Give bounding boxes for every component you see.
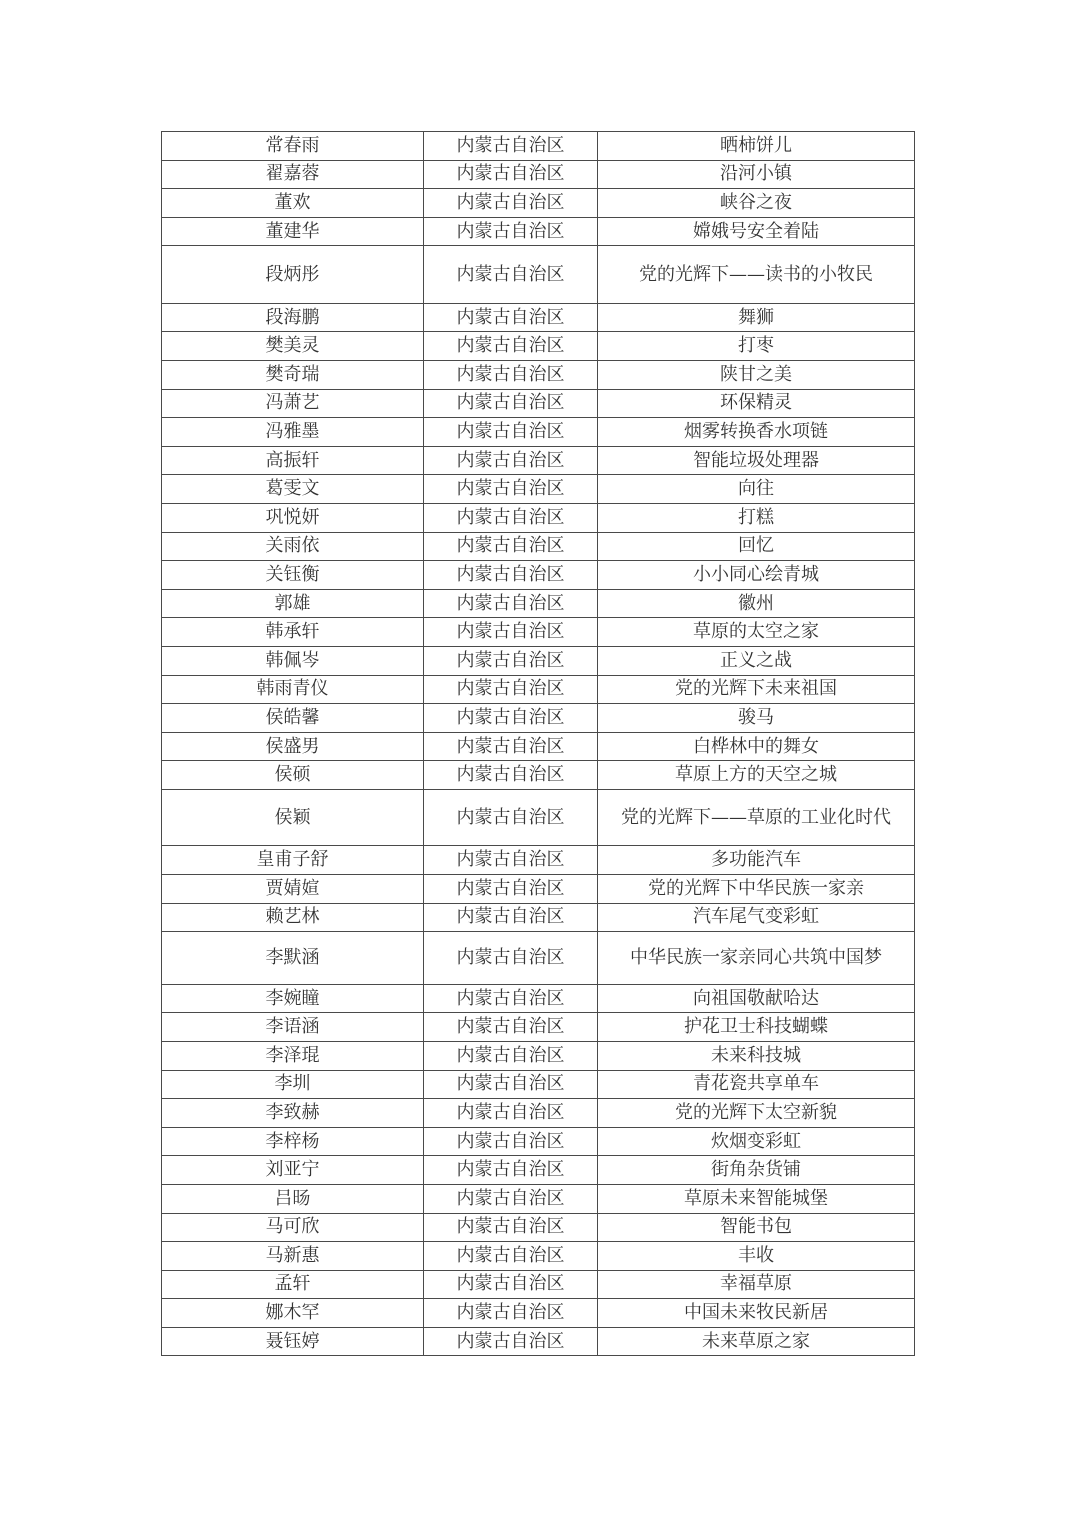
name-cell: 段海鹏: [162, 303, 424, 332]
name-cell: 冯雅墨: [162, 418, 424, 447]
region-cell: 内蒙古自治区: [424, 1013, 598, 1042]
table-row: [162, 1327, 915, 1356]
region-cell: 内蒙古自治区: [424, 1213, 598, 1242]
region-cell: 内蒙古自治区: [424, 1270, 598, 1299]
work-title-cell: 沿河小镇: [598, 160, 915, 189]
table-row: [162, 1242, 915, 1271]
region-cell: 内蒙古自治区: [424, 903, 598, 932]
table-row: [162, 647, 915, 676]
work-title-cell: 炊烟变彩虹: [598, 1127, 915, 1156]
work-title-cell: 峡谷之夜: [598, 189, 915, 218]
table-row: [162, 704, 915, 733]
work-title-cell: 中华民族一家亲同心共筑中国梦: [598, 932, 915, 985]
name-cell: 赖艺林: [162, 903, 424, 932]
name-cell: 巩悦妍: [162, 504, 424, 533]
table-row: [162, 132, 915, 161]
name-cell: 侯皓馨: [162, 704, 424, 733]
work-title-cell: 陕甘之美: [598, 361, 915, 390]
work-title-cell: 街角杂货铺: [598, 1156, 915, 1185]
region-cell: 内蒙古自治区: [424, 846, 598, 875]
table-row: [162, 618, 915, 647]
table-row: [162, 789, 915, 846]
work-title-cell: 晒柿饼儿: [598, 132, 915, 161]
name-cell: 李梓杨: [162, 1127, 424, 1156]
work-title-cell: 骏马: [598, 704, 915, 733]
work-title-cell: 丰收: [598, 1242, 915, 1271]
table-row: [162, 984, 915, 1013]
work-title-cell: 党的光辉下——读书的小牧民: [598, 246, 915, 304]
work-title-cell: 智能书包: [598, 1213, 915, 1242]
region-cell: 内蒙古自治区: [424, 132, 598, 161]
region-cell: 内蒙古自治区: [424, 418, 598, 447]
region-cell: 内蒙古自治区: [424, 932, 598, 985]
work-title-cell: 护花卫士科技蝴蝶: [598, 1013, 915, 1042]
work-title-cell: 回忆: [598, 532, 915, 561]
work-title-cell: 党的光辉下——草原的工业化时代: [598, 789, 915, 846]
name-cell: 翟嘉蓉: [162, 160, 424, 189]
region-cell: 内蒙古自治区: [424, 389, 598, 418]
region-cell: 内蒙古自治区: [424, 1327, 598, 1356]
region-cell: 内蒙古自治区: [424, 761, 598, 790]
roster-body: [162, 132, 915, 1356]
name-cell: 高振轩: [162, 446, 424, 475]
region-cell: 内蒙古自治区: [424, 1242, 598, 1271]
table-row: [162, 1299, 915, 1328]
work-title-cell: 智能垃圾处理器: [598, 446, 915, 475]
region-cell: 内蒙古自治区: [424, 984, 598, 1013]
name-cell: 段炳彤: [162, 246, 424, 304]
name-cell: 贾婧媗: [162, 875, 424, 904]
table-row: [162, 903, 915, 932]
name-cell: 马新惠: [162, 1242, 424, 1271]
work-title-cell: 打枣: [598, 332, 915, 361]
name-cell: 侯颖: [162, 789, 424, 846]
table-row: [162, 504, 915, 533]
table-row: [162, 160, 915, 189]
region-cell: 内蒙古自治区: [424, 589, 598, 618]
name-cell: 郭雄: [162, 589, 424, 618]
region-cell: 内蒙古自治区: [424, 504, 598, 533]
name-cell: 刘亚宁: [162, 1156, 424, 1185]
table-row: [162, 1041, 915, 1070]
region-cell: 内蒙古自治区: [424, 160, 598, 189]
name-cell: 关雨依: [162, 532, 424, 561]
work-title-cell: 未来草原之家: [598, 1327, 915, 1356]
name-cell: 李圳: [162, 1070, 424, 1099]
work-title-cell: 多功能汽车: [598, 846, 915, 875]
table-row: [162, 561, 915, 590]
work-title-cell: 正义之战: [598, 647, 915, 676]
table-row: [162, 217, 915, 246]
table-row: [162, 246, 915, 304]
name-cell: 李语涵: [162, 1013, 424, 1042]
table-row: [162, 332, 915, 361]
award-roster-table: [161, 131, 915, 1356]
region-cell: 内蒙古自治区: [424, 1099, 598, 1128]
name-cell: 侯盛男: [162, 732, 424, 761]
table-row: [162, 446, 915, 475]
table-row: [162, 303, 915, 332]
name-cell: 冯萧艺: [162, 389, 424, 418]
region-cell: 内蒙古自治区: [424, 532, 598, 561]
region-cell: 内蒙古自治区: [424, 446, 598, 475]
work-title-cell: 白桦林中的舞女: [598, 732, 915, 761]
region-cell: 内蒙古自治区: [424, 217, 598, 246]
table-row: [162, 1156, 915, 1185]
work-title-cell: 中国未来牧民新居: [598, 1299, 915, 1328]
region-cell: 内蒙古自治区: [424, 189, 598, 218]
work-title-cell: 烟雾转换香水项链: [598, 418, 915, 447]
region-cell: 内蒙古自治区: [424, 561, 598, 590]
region-cell: 内蒙古自治区: [424, 789, 598, 846]
table-row: [162, 1213, 915, 1242]
work-title-cell: 嫦娥号安全着陆: [598, 217, 915, 246]
region-cell: 内蒙古自治区: [424, 1184, 598, 1213]
work-title-cell: 向祖国敬献哈达: [598, 984, 915, 1013]
name-cell: 李泽琨: [162, 1041, 424, 1070]
work-title-cell: 草原未来智能城堡: [598, 1184, 915, 1213]
name-cell: 韩佩岑: [162, 647, 424, 676]
table-row: [162, 532, 915, 561]
name-cell: 葛雯文: [162, 475, 424, 504]
table-row: [162, 418, 915, 447]
region-cell: 内蒙古自治区: [424, 647, 598, 676]
region-cell: 内蒙古自治区: [424, 475, 598, 504]
work-title-cell: 环保精灵: [598, 389, 915, 418]
work-title-cell: 汽车尾气变彩虹: [598, 903, 915, 932]
region-cell: 内蒙古自治区: [424, 1299, 598, 1328]
work-title-cell: 小小同心绘青城: [598, 561, 915, 590]
region-cell: 内蒙古自治区: [424, 361, 598, 390]
region-cell: 内蒙古自治区: [424, 303, 598, 332]
table-row: [162, 1127, 915, 1156]
work-title-cell: 向往: [598, 475, 915, 504]
region-cell: 内蒙古自治区: [424, 1041, 598, 1070]
work-title-cell: 草原的太空之家: [598, 618, 915, 647]
region-cell: 内蒙古自治区: [424, 875, 598, 904]
table-row: [162, 846, 915, 875]
region-cell: 内蒙古自治区: [424, 1070, 598, 1099]
region-cell: 内蒙古自治区: [424, 1127, 598, 1156]
region-cell: 内蒙古自治区: [424, 1156, 598, 1185]
table-row: [162, 1099, 915, 1128]
name-cell: 樊美灵: [162, 332, 424, 361]
table-row: [162, 589, 915, 618]
table-row: [162, 1070, 915, 1099]
work-title-cell: 党的光辉下未来祖国: [598, 675, 915, 704]
region-cell: 内蒙古自治区: [424, 675, 598, 704]
name-cell: 吕旸: [162, 1184, 424, 1213]
table-row: [162, 1184, 915, 1213]
name-cell: 李致赫: [162, 1099, 424, 1128]
work-title-cell: 草原上方的天空之城: [598, 761, 915, 790]
name-cell: 韩雨青仪: [162, 675, 424, 704]
work-title-cell: 未来科技城: [598, 1041, 915, 1070]
table-row: [162, 932, 915, 985]
name-cell: 董建华: [162, 217, 424, 246]
region-cell: 内蒙古自治区: [424, 704, 598, 733]
region-cell: 内蒙古自治区: [424, 246, 598, 304]
table-row: [162, 361, 915, 390]
name-cell: 李婉瞳: [162, 984, 424, 1013]
table-row: [162, 675, 915, 704]
name-cell: 关钰衡: [162, 561, 424, 590]
name-cell: 马可欣: [162, 1213, 424, 1242]
work-title-cell: 打糕: [598, 504, 915, 533]
table-row: [162, 1013, 915, 1042]
name-cell: 韩承轩: [162, 618, 424, 647]
work-title-cell: 青花瓷共享单车: [598, 1070, 915, 1099]
name-cell: 侯硕: [162, 761, 424, 790]
name-cell: 李默涵: [162, 932, 424, 985]
table-row: [162, 761, 915, 790]
work-title-cell: 舞狮: [598, 303, 915, 332]
table-row: [162, 475, 915, 504]
name-cell: 娜木罕: [162, 1299, 424, 1328]
name-cell: 孟轩: [162, 1270, 424, 1299]
name-cell: 皇甫子舒: [162, 846, 424, 875]
work-title-cell: 党的光辉下中华民族一家亲: [598, 875, 915, 904]
region-cell: 内蒙古自治区: [424, 618, 598, 647]
work-title-cell: 徽州: [598, 589, 915, 618]
table-row: [162, 732, 915, 761]
name-cell: 聂钰婷: [162, 1327, 424, 1356]
table-row: [162, 389, 915, 418]
table-row: [162, 875, 915, 904]
name-cell: 董欢: [162, 189, 424, 218]
region-cell: 内蒙古自治区: [424, 732, 598, 761]
work-title-cell: 幸福草原: [598, 1270, 915, 1299]
table-row: [162, 1270, 915, 1299]
region-cell: 内蒙古自治区: [424, 332, 598, 361]
name-cell: 樊奇瑞: [162, 361, 424, 390]
work-title-cell: 党的光辉下太空新貌: [598, 1099, 915, 1128]
table-row: [162, 189, 915, 218]
name-cell: 常春雨: [162, 132, 424, 161]
